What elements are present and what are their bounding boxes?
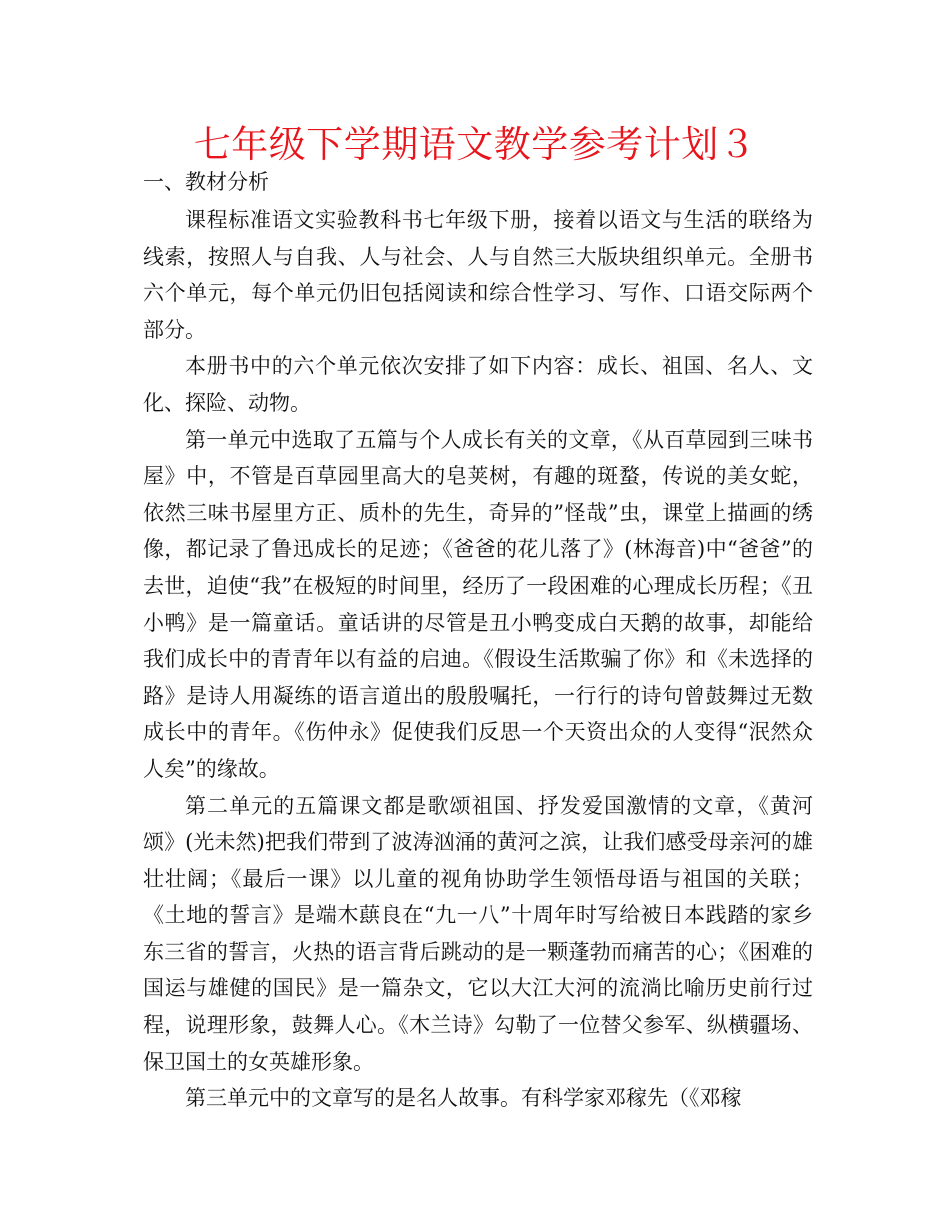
paragraph-3: 第一单元中选取了五篇与个人成长有关的文章，《从百草园到三味书屋》中，不管是百草园里高大的皂荚树，有趣的斑蝥，传说的美女蛇，依然三味书屋里方正、质朴的先生，奇异的”怪哉”虫，课堂上描画的绣像，都记录了鲁迅成长的足迹；《爸爸的花儿落了》(林海音)中“爸爸”的去世，迫使“我”在极短的时间里，经历了一段困难的心理成长历程；《丑小鸭》是一篇童话。童话讲的尽管是丑小鸭变成白天鹅的故事，却能给我们成长中的青青年以有益的启迪。《假设生活欺骗了你》和《未选择的路》是诗人用凝练的语言道出的殷殷嘱托，一行行的诗句曾鼓舞过无数成长中的青年。《伤仲永》促使我们反思一个天资出众的人变得“泯然众人矣”的缘故。	[143, 427, 813, 781]
document-title: 七年级下学期语文教学参考计划３	[193, 123, 757, 166]
paragraph-1: 课程标准语文实验教科书七年级下册，接着以语文与生活的联络为线索，按照人与自我、人与社会、人与自然三大版块组织单元。全册书六个单元，每个单元仍旧包括阅读和综合性学习、写作、口语交际两个部分。	[143, 208, 813, 342]
document-body	[143, 202, 813, 1117]
section-heading: 一、教材分析	[143, 170, 269, 194]
paragraph-2: 本册书中的六个单元依次安排了如下内容：成长、祖国、名人、文化、探险、动物。	[143, 354, 813, 415]
paragraph-4: 第二单元的五篇课文都是歌颂祖国、抒发爱国激情的文章，《黄河颂》(光未然)把我们带到了波涛汹涌的黄河之滨，让我们感受母亲河的雄壮壮阔；《最后一课》以儿童的视角协助学生领悟母语与祖国的关联；《土地的誓言》是端木蕻良在“九一八”十周年时写给被日本践踏的家乡东三省的誓言，火热的语言背后跳动的是一颗蓬勃而痛苦的心；《困难的国运与雄健的国民》是一篇杂文，它以大江大河的流淌比喻历史前行过程，说理形象，鼓舞人心。《木兰诗》勾勒了一位替父参军、纵横疆场、保卫国土的女英雄形象。	[143, 793, 813, 1074]
paragraph-5: 第三单元中的文章写的是名人故事。有科学家邓稼先（《邓稼	[185, 1086, 742, 1111]
